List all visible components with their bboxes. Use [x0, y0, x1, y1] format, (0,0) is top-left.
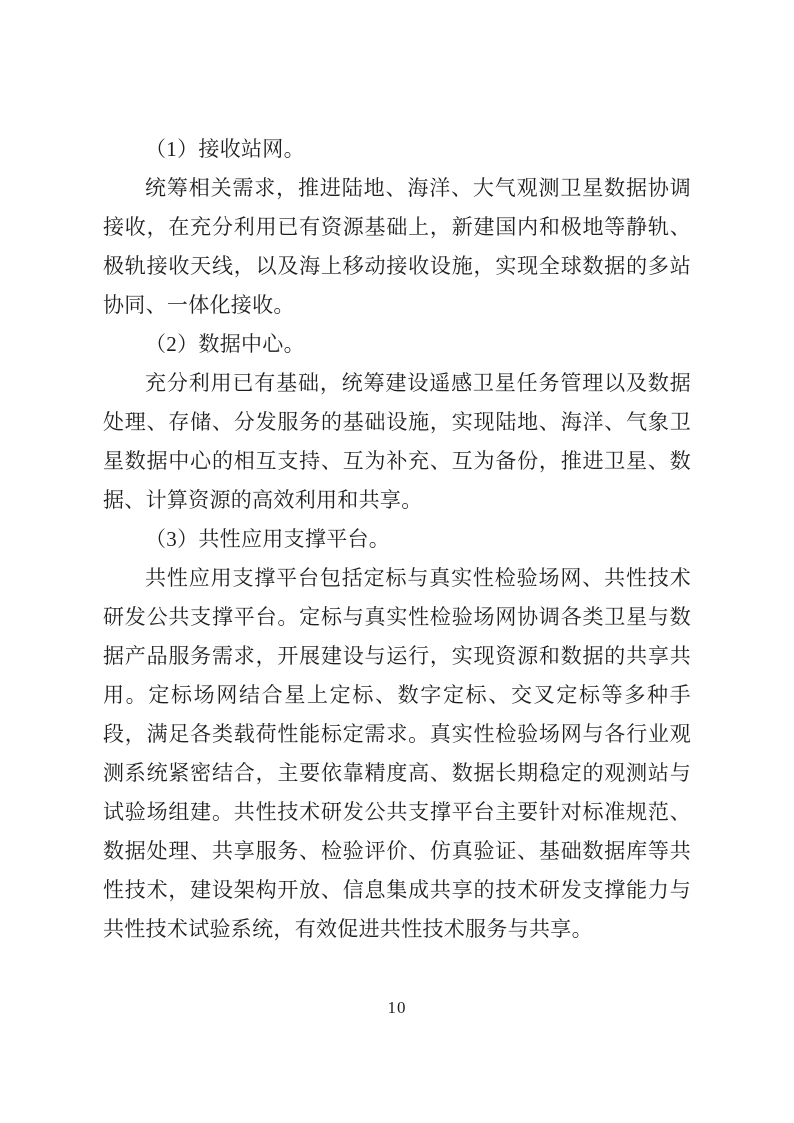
document-body: [103, 130, 691, 949]
page-number: 10: [387, 998, 407, 1017]
page-footer: [0, 998, 794, 1018]
list-heading-2: （2）数据中心。: [145, 332, 305, 356]
paragraph-receiving-station-network: 统筹相关需求，推进陆地、海洋、大气观测卫星数据协调接收，在充分利用已有资源基础上，新建国内和极地等静轨、极轨接收天线，以及海上移动接收设施，实现全球数据的多站协同、一体化接收。: [103, 176, 691, 317]
paragraph-data-center: 充分利用已有基础，统筹建设遥感卫星任务管理以及数据处理、存储、分发服务的基础设施，实现陆地、海洋、气象卫星数据中心的相互支持、互为补充、互为备份，推进卫星、数据、计算资源的高效利用和共享。: [103, 371, 691, 512]
list-heading-3: （3）共性应用支撑平台。: [145, 527, 391, 551]
list-heading-1: （1）接收站网。: [145, 137, 305, 161]
paragraph-common-application-platform: 共性应用支撑平台包括定标与真实性检验场网、共性技术研发公共支撑平台。定标与真实性检验场网协调各类卫星与数据产品服务需求，开展建设与运行，实现资源和数据的共享共用。定标场网结合星上定标、数字定标、交叉定标等多种手段，满足各类载荷性能标定需求。真实性检验场网与各行业观测系统紧密结合，主要依靠精度高、数据长期稳定的观测站与试验场组建。共性技术研发公共支撑平台主要针对标准规范、数据处理、共享服务、检验评价、仿真验证、基础数据库等共性技术，建设架构开放、信息集成共享的技术研发支撑能力与共性技术试验系统，有效促进共性技术服务与共享。: [103, 566, 691, 941]
